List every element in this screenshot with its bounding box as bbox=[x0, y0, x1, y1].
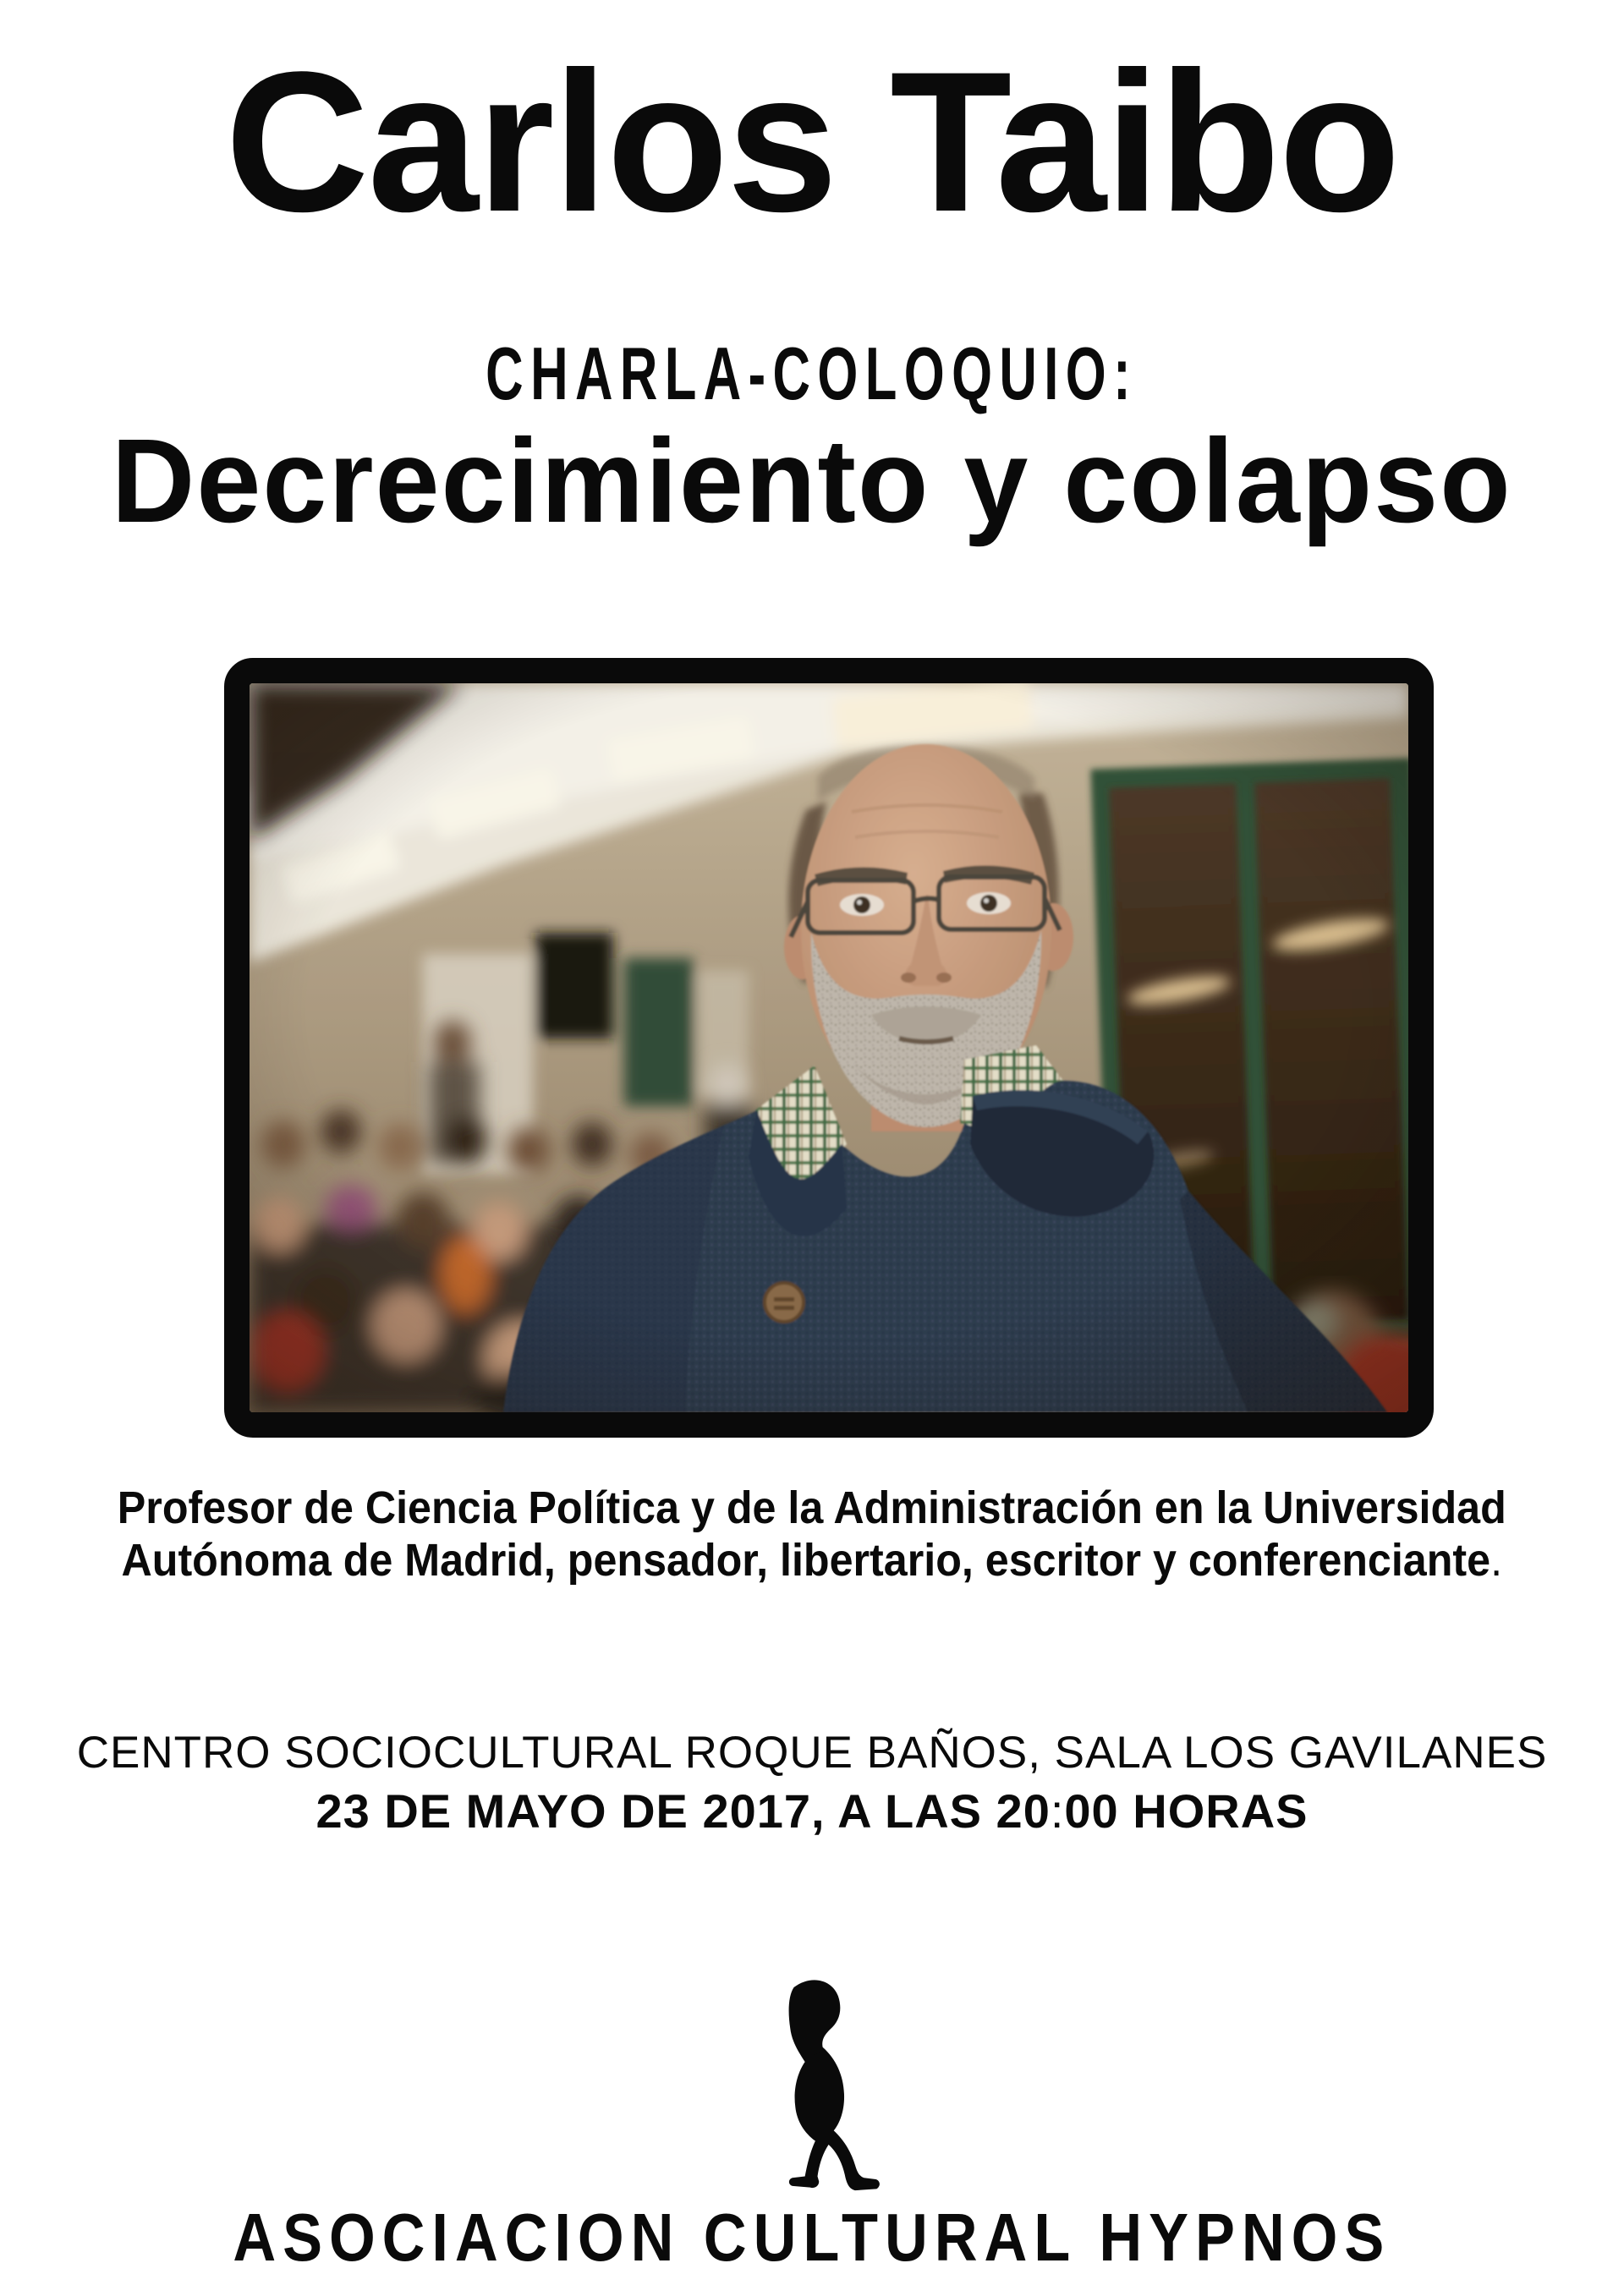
datetime-colon: : bbox=[1050, 1784, 1065, 1838]
venue-text: CENTRO SOCIOCULTURAL ROQUE BAÑOS, SALA LOS GAVILANES bbox=[76, 1728, 1548, 1778]
organization-name-text: ASOCIACION CULTURAL HYPNOS bbox=[233, 2200, 1391, 2275]
walking-figure-silhouette bbox=[744, 1975, 897, 2197]
bio-line-1: Profesor de Ciencia Política y de la Administración en la Universidad bbox=[118, 1482, 1506, 1533]
datetime-line bbox=[0, 1783, 1624, 1839]
venue-line bbox=[0, 1725, 1624, 1781]
datetime-part2: 00 HORAS bbox=[1064, 1784, 1309, 1838]
bio-line-2: Autónoma de Madrid, pensador, libertario, escritor y conferenciante bbox=[121, 1535, 1491, 1586]
speaker-bio bbox=[0, 1482, 1624, 1586]
organization-name bbox=[0, 2200, 1624, 2275]
event-kicker bbox=[0, 332, 1624, 415]
speaker-name-text: Carlos Taibo bbox=[225, 30, 1399, 254]
bio-line-2-period: . bbox=[1490, 1535, 1503, 1586]
event-kicker-text: CHARLA-COLOQUIO: bbox=[486, 332, 1138, 415]
organization-logo bbox=[744, 1975, 897, 2197]
speaker-bio-text bbox=[118, 1482, 1506, 1586]
speaker-photo bbox=[224, 658, 1434, 1438]
page-title bbox=[0, 30, 1624, 254]
event-topic-text: Decrecimiento y colapso bbox=[111, 414, 1513, 547]
datetime-part1: 23 DE MAYO DE 2017, A LAS 20 bbox=[315, 1784, 1051, 1838]
event-topic bbox=[0, 414, 1624, 547]
vignette bbox=[250, 683, 1408, 1412]
speaker-photo-illustration bbox=[250, 683, 1408, 1412]
